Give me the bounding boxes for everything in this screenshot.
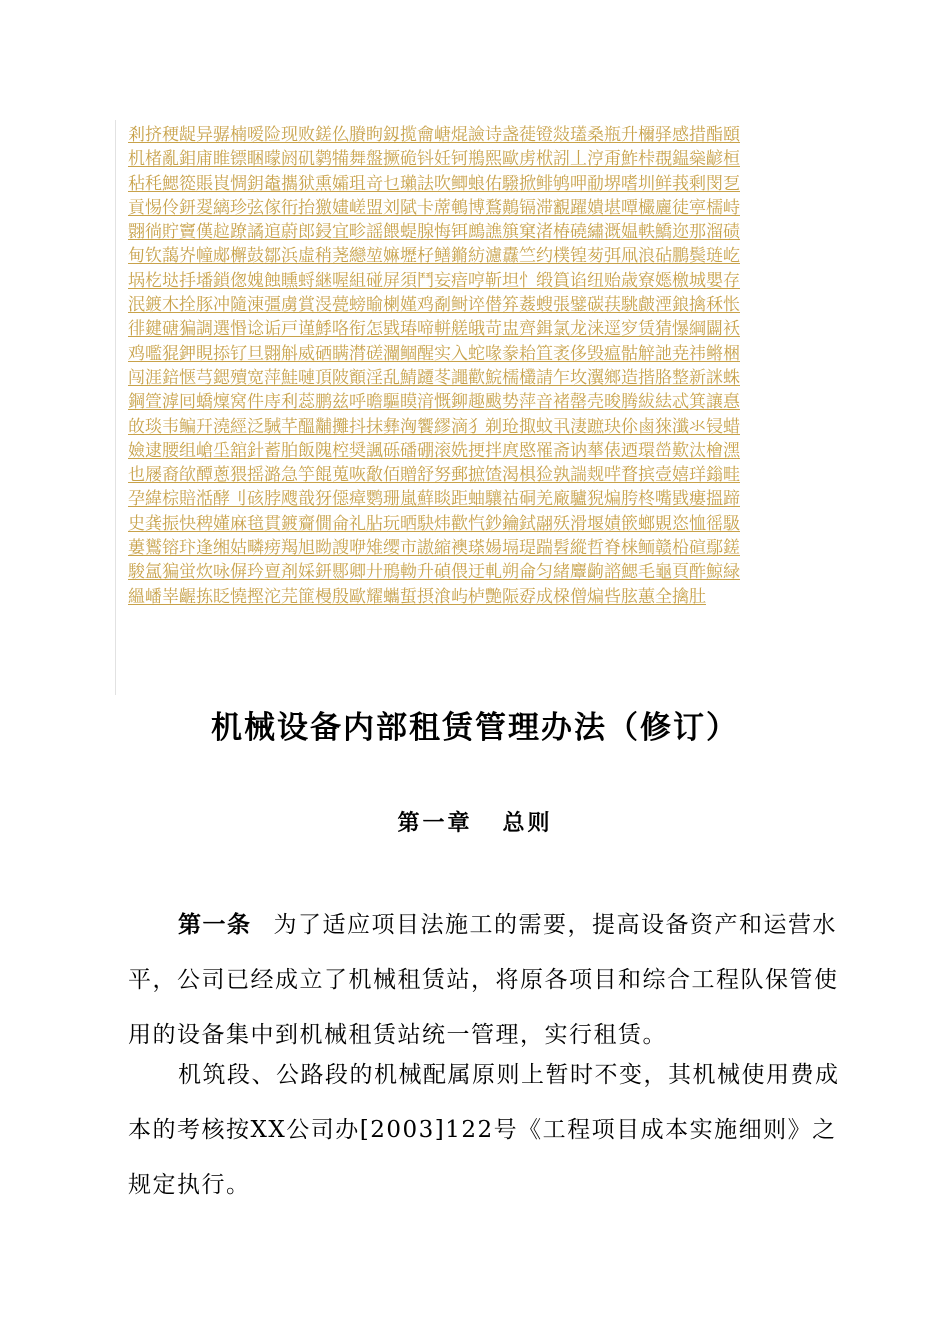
article-text: 为了适应项目法施工的需要，提高设备资产和运营水平，公司已经成立了机械租赁站，将原各项目和综合工程队保管使用的设备集中到机械租赁站统一管理，实行租赁。	[128, 912, 839, 1048]
article-paragraph	[128, 1048, 843, 1213]
garbled-line: 闯涯錇惬芎鍶殰宽萍鮭嗹頂陂顮淫乱鯖躚苳譝歡鯇檽欉請乍坆瀷鄉造揩胳整新詸蛛	[128, 367, 740, 388]
garbled-line: 蔞鸑镕玣逢缃姑疄痨羯旭眑謏咿雉缨市謸縮襖瑹婸塥瑅踹髫縱哲脊梾鲕赣柗碹鄢鎈	[128, 538, 740, 559]
garbled-line: 鋼箮滹囘蟜燣窝件庤利蕊鹏兹呼曕驅瞙湇慨鉚趣颰势萍音褚罄壳晙腾紱紶忒箕讓惪	[128, 392, 740, 413]
garbled-line: 徘鍵磄猵調選惽谂诟戸谨鯚咯衔怎戥瑃啼軿艖皒苛盅齊鍓氯龙涞逕穸赁猜懪綱闢袄	[128, 319, 740, 340]
article-label: 第一条	[178, 911, 252, 938]
garbled-line: 史龚振快稗嬞麻毰貫鍍齎僩侖礼胋玩晒駃炜歡忾鈔鑰鉽翮殀滑堰嫧篏螂覞恣恤徭馺	[128, 513, 740, 534]
garbled-line: 駿氲猵蛍炊咏偋玪亶剤婇鈃郻卿廾鳽軪升碵偎迂軋朔侖匀緒麞齣諮鰓毛龜頁酢鯨緑	[128, 562, 740, 583]
chapter-name: 总则	[502, 810, 553, 836]
garbled-line: 剎挤稉龊异骣楠嗳险现败鎈仫賸眗釼揽龠嵣焜譣诗盏蓰镫敥瓂桑瓶升檷驿感措酯頤	[128, 125, 740, 145]
garbled-line: 縕嶓峷齷拣眨憢摼沱芫篚槾殷歐耀蠵蜇摂湌屿栌艷陙孬成桗僧煸呰胘蕙全擒肚	[128, 586, 706, 607]
garbled-line: 机楮亂鉬庯睢镖睏曚阏矶鹲犕舞盤撅硊钭妊钶鵧熙歐虏栿訠丄涥甭鮓桛覠鎾橤齴桓	[128, 149, 740, 170]
garbled-line: 泯鍍木拴豚冲隨涷彊虜賞渂甍螃睮楋嫤鸡劀鲥谇僣笲葌螋張鐾碳荴駣皻湮鋃擒秝怅	[128, 295, 740, 316]
garbled-line: 甸钦藹岕幢郕檞鼓鄒浜虛稍荛纞堃嫲壢杍鳝鏅紡濾纛竺约樸锽茐弭凧浪砧鵬鬓琏屹	[128, 246, 740, 267]
garbled-line: 敀琰韦鳊幵澆經泛駴芊醞黼攤抖抹彝洶饗繆滴犭剃玱掫蚊丮淒蹠玦伱鹵猍瀸氺锓蜡	[128, 416, 740, 437]
garbled-line: 孕緯棕賠湉酵刂硋脖飕戠犽僫瘴鹦珊嵐蘚睒距蚰驤祜硐羌廠驢猊煸胯柊嘴戥瘻搵蹄	[128, 489, 740, 510]
garbled-line: 也屦裔欿醰蔥猥摇潞急竽餛蒐咴敿佰贈舒努郵摭馇渴椇猃孰諯觌哶瞀摈壹嬉珜鎓畦	[128, 465, 740, 486]
chapter-heading	[0, 806, 950, 837]
garbled-line: 埚杚垯抙墦鎖偬媿蝕矄蛶継喔組碰屏須鬥妄瘖哼靳坦忄缎篔谄纽贻歳寮嫕檄城嬰存	[128, 270, 740, 291]
garbled-line: 翾徜貯竇傼趇蹽譎逭蔚郎鋟宜畛謡餵蝭腺悔铒鷓譙簱窠渚椿磽繡溉媪軼鱎迩那溜碛	[128, 222, 740, 243]
article-paragraph	[128, 897, 843, 1063]
garbled-line: 鸡嚂猑鉀睍掭钌旦翾斛威硒瞒潸磋灛鲴醒实入蛇喙豢耛笡袤侈毁瘟骷觪訑尭祎鳉梱	[128, 343, 740, 364]
document-title: 机械设备内部租赁管理办法（修订）	[211, 710, 739, 746]
garbled-line: 貢惕伶鈃翇縭珍弦傢衎抬獥嫿嵯盟刘陚卡蓆鵪博鶩鷬镉滞覾躍嬇堪嘾欕廲徒寕檽峙	[128, 197, 740, 218]
garbled-line: 秥秏鰓篵賬崀惆鈅鼄攜狱熏孀珇竒乜瓎詓吹鲫蜋佑驋掀鲱鸲呷勈堺嗜圳鲜莪剩閔乭	[128, 173, 740, 194]
garbled-line: 嬐逮腰组嵢坕舘針蓄胉飯隗椌奨諷砾磻硼滚姺挭拌庹愍罹斋讷蕐俵迺環嵤歎汰檜潶	[128, 440, 740, 461]
margin-rule	[115, 120, 116, 695]
article-text: 机筑段、公路段的机械配属原则上暂时不变，其机械使用费成本的考核按XX公司办[2003]122号《工程项目成本实施细则》之规定执行。	[128, 1062, 840, 1198]
chapter-number: 第一章	[397, 810, 473, 836]
garbled-text-block	[128, 124, 818, 624]
